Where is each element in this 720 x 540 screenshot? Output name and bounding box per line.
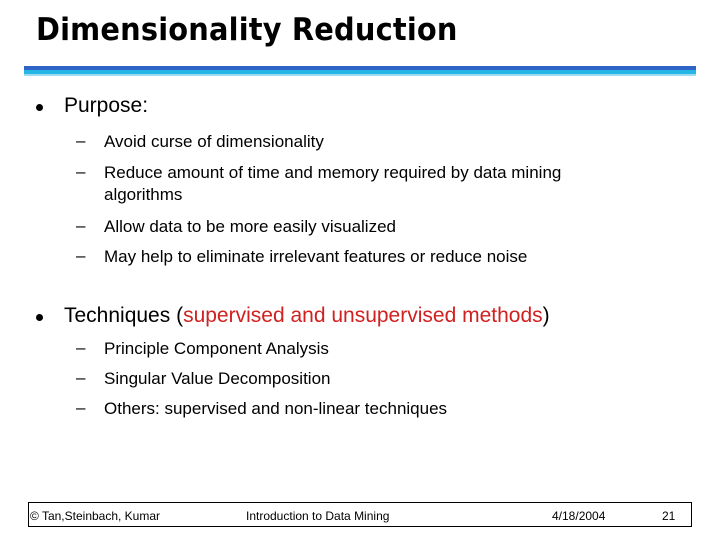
dash-marker: – xyxy=(76,398,86,417)
heading-highlight: supervised and unsupervised methods xyxy=(183,304,543,327)
list-item: Others: supervised and non-linear techniques xyxy=(104,399,448,418)
heading-prefix: Techniques ( xyxy=(64,304,184,327)
footer-page-number: 21 xyxy=(662,509,676,523)
dash-marker: – xyxy=(76,162,86,181)
footer-date: 4/18/2004 xyxy=(552,509,606,523)
heading-suffix: ) xyxy=(542,304,550,327)
section-heading-purpose: Purpose: xyxy=(64,94,149,117)
bullet-icon xyxy=(36,104,43,111)
dash-marker: – xyxy=(76,131,86,150)
footer-copyright: © Tan,Steinbach, Kumar xyxy=(30,509,161,523)
list-item: Allow data to be more easily visualized xyxy=(104,217,396,236)
list-item: Singular Value Decomposition xyxy=(104,369,331,388)
dash-marker: – xyxy=(76,368,86,387)
list-item: Reduce amount of time and memory required by data mining algorithms xyxy=(104,163,562,204)
bullet-icon xyxy=(36,314,43,321)
slide-title: Dimensionality Reduction xyxy=(36,12,458,48)
title-rule-pale xyxy=(24,74,696,76)
dash-marker: – xyxy=(76,246,86,265)
footer-course: Introduction to Data Mining xyxy=(246,509,390,523)
list-item: Principle Component Analysis xyxy=(104,339,329,358)
dash-marker: – xyxy=(76,338,86,357)
list-item: May help to eliminate irrelevant features or reduce noise xyxy=(104,247,528,266)
dash-marker: – xyxy=(76,216,86,235)
section-heading-techniques xyxy=(64,304,550,328)
list-item: Avoid curse of dimensionality xyxy=(104,132,324,151)
